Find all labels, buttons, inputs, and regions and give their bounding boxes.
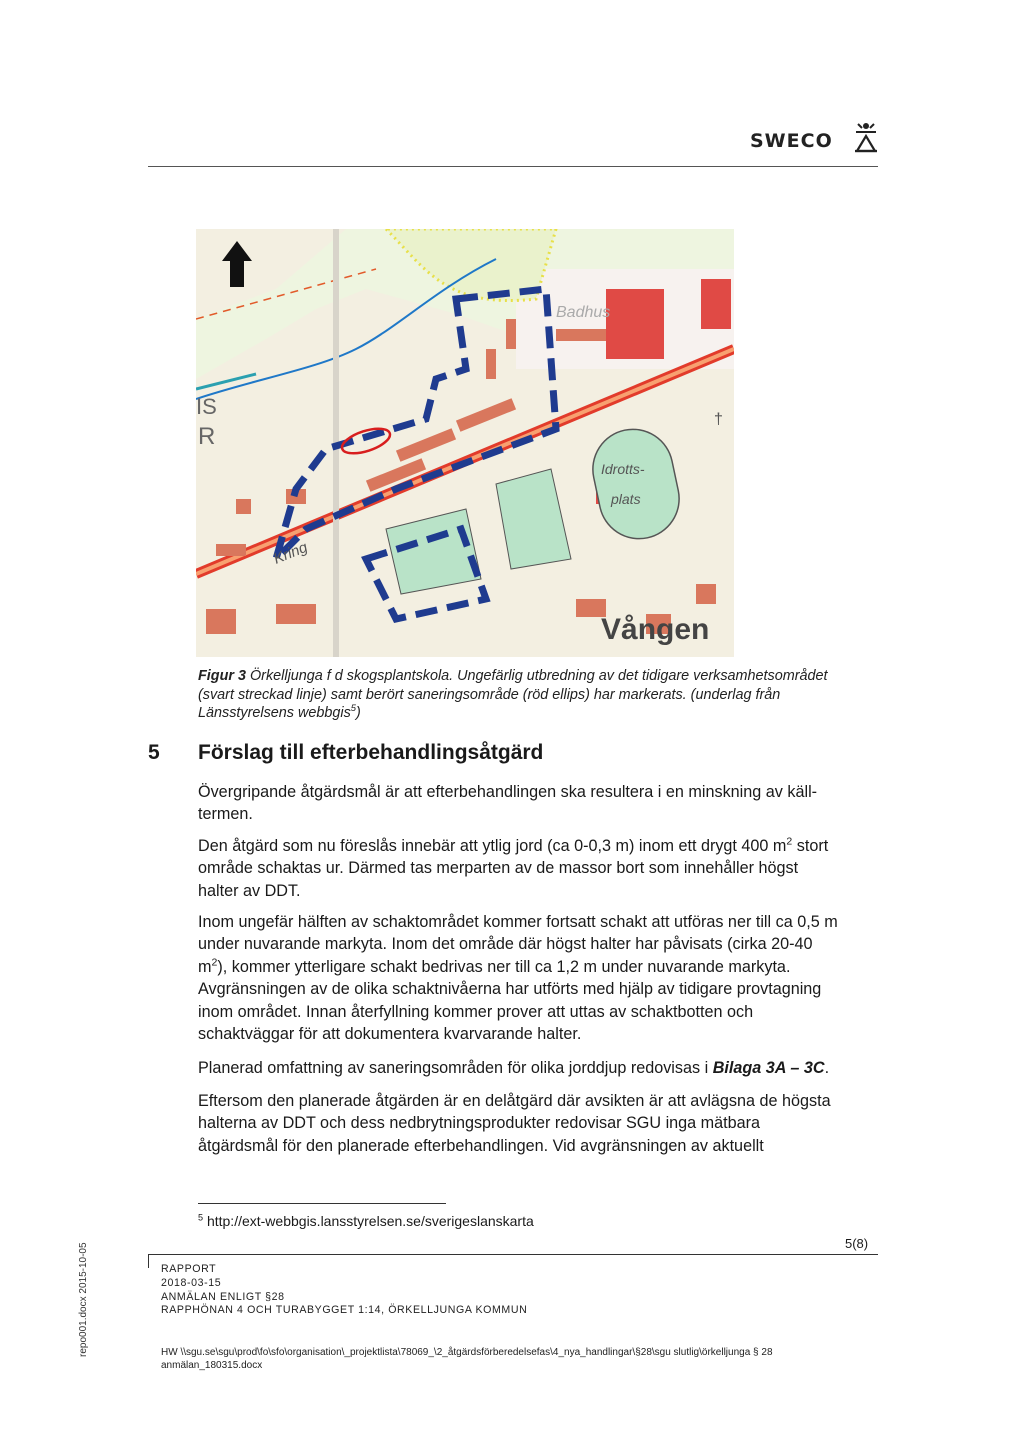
caption-end: )	[355, 705, 361, 721]
footer-subject: ANMÄLAN ENLIGT §28	[161, 1290, 285, 1303]
p3-line-3a: m	[198, 957, 212, 976]
p2-line-1b: stort	[792, 837, 829, 855]
sweco-logo-icon	[853, 120, 879, 154]
map-label-cross: †	[714, 411, 723, 428]
paragraph-1	[198, 781, 878, 826]
footer-date: 2018-03-15	[161, 1276, 222, 1289]
map-label-vangen: Vången	[601, 613, 710, 646]
footer-rule	[148, 1254, 878, 1255]
p3-line-6: schaktväggar för att dokumentera kvarvarande halter.	[198, 1025, 582, 1044]
p4-appendix-ref: Bilaga 3A – 3C	[712, 1059, 825, 1077]
p5-line-3: åtgärdsmål för den planerade efterbehandlingen. Vid avgränsningen av aktuellt	[198, 1136, 764, 1155]
map-label-r: R	[198, 423, 216, 450]
section-number: 5	[148, 741, 160, 764]
map-label-is: IS	[196, 394, 217, 419]
p3-line-1: Inom ungefär hälften av schaktområdet kommer fortsatt schakt att utföras ner till ca 0,5 m	[198, 913, 838, 931]
map-label-idrottsplats-1: Idrotts-	[601, 461, 645, 477]
p3-sup: 2	[211, 956, 218, 969]
p3-line-3b: ), kommer ytterligare schakt bedrivas ner till ca 1,2 m under nuvarande markyta.	[217, 957, 791, 976]
footnote-rule	[198, 1203, 446, 1204]
p4-end: .	[824, 1059, 830, 1077]
p5-line-2: halterna av DDT och dess nedbrytningsprodukter redovisar SGU inga mätbara	[198, 1114, 761, 1133]
p2-line-3: halter av DDT.	[198, 881, 301, 900]
map-label-road: Kring	[271, 538, 310, 568]
footer-report-type: RAPPORT	[161, 1263, 217, 1275]
footer-rule-tick	[148, 1254, 149, 1268]
caption-line-1: Örkelljunga f d skogsplantskola. Ungefärlig utbredning av det tidigare verksamhetsområdet	[249, 668, 828, 684]
p3-line-3	[198, 956, 878, 978]
paragraph-5	[198, 1090, 878, 1157]
p2-line-1a: Den åtgärd som nu föreslås innebär att ytlig jord (ca 0-0,3 m) inom ett drygt 400 m	[198, 837, 787, 855]
footnote	[198, 1213, 534, 1229]
footnote-link[interactable]: http://ext-webbgis.lansstyrelsen.se/sverigeslanskarta	[203, 1213, 534, 1229]
p2-line-2: område schaktas ur. Därmed tas merparten av de massor bort som innehåller högst	[198, 859, 799, 878]
caption-footnote-ref: 5	[350, 703, 356, 714]
p1-line-2: termen.	[198, 805, 253, 824]
p5-line-1: Eftersom den planerade åtgärden är en delåtgärd där avsikten är att avlägsna de högsta	[198, 1092, 831, 1110]
sweco-logo-text: SWECO	[750, 130, 833, 152]
header-rule	[148, 166, 878, 167]
p3-line-5: inom området. Innan återfyllning kommer prover att uttas av schaktbotten och	[198, 1002, 754, 1021]
figure-caption	[198, 667, 888, 723]
section-title: Förslag till efterbehandlingsåtgärd	[198, 741, 544, 764]
footer-info	[161, 1263, 527, 1318]
p3-line-4: Avgränsningen av de olika schaktnivåerna har utförts med hjälp av tidigare provtagning	[198, 980, 822, 999]
footer-project: RAPPHÖNAN 4 OCH TURABYGGET 1:14, ÖRKELLJUNGA KOMMUN	[161, 1304, 528, 1317]
p3-line-2: under nuvarande markyta. Inom det område där högst halter har påvisats (cirka 20-40	[198, 935, 813, 954]
page-number: 5(8)	[845, 1236, 869, 1251]
p2-line-1	[198, 835, 878, 857]
caption-line-3: Länsstyrelsens webbgis	[198, 705, 351, 721]
map-label-idrottsplats-2: plats	[611, 491, 641, 507]
p1-line-1: Övergripande åtgärdsmål är att efterbehandlingen ska resultera i en minskning av käll-	[198, 783, 818, 801]
footnote-number: 5	[198, 1212, 204, 1223]
paragraph-2	[198, 835, 878, 902]
footer-path-line-2: anmälan_180315.docx	[161, 1359, 263, 1371]
map-label-badhus: Badhus	[556, 304, 611, 321]
template-id: repo001.docx 2015-10-05	[78, 1242, 89, 1357]
paragraph-3	[198, 911, 878, 1045]
p2-sup: 2	[786, 835, 793, 848]
site-map	[196, 229, 734, 657]
p4-text: Planerad omfattning av saneringsområden för olika jorddjup redovisas i	[198, 1059, 713, 1077]
footer-file-path	[161, 1347, 821, 1372]
paragraph-4	[198, 1057, 878, 1079]
figure-label: Figur 3	[198, 668, 246, 684]
caption-line-2: (svart streckad linje) samt berört saneringsområde (röd ellips) har markerats. (underlag från	[198, 686, 781, 703]
footer-path-line-1: HW \\sgu.se\sgu\prod\fo\sfo\organisation\_projektlista\78069_\2_åtgärdsförberedelsefas\4_nya_handlingar\§28\sgu slutlig\örkelljunga § 28	[161, 1347, 773, 1358]
